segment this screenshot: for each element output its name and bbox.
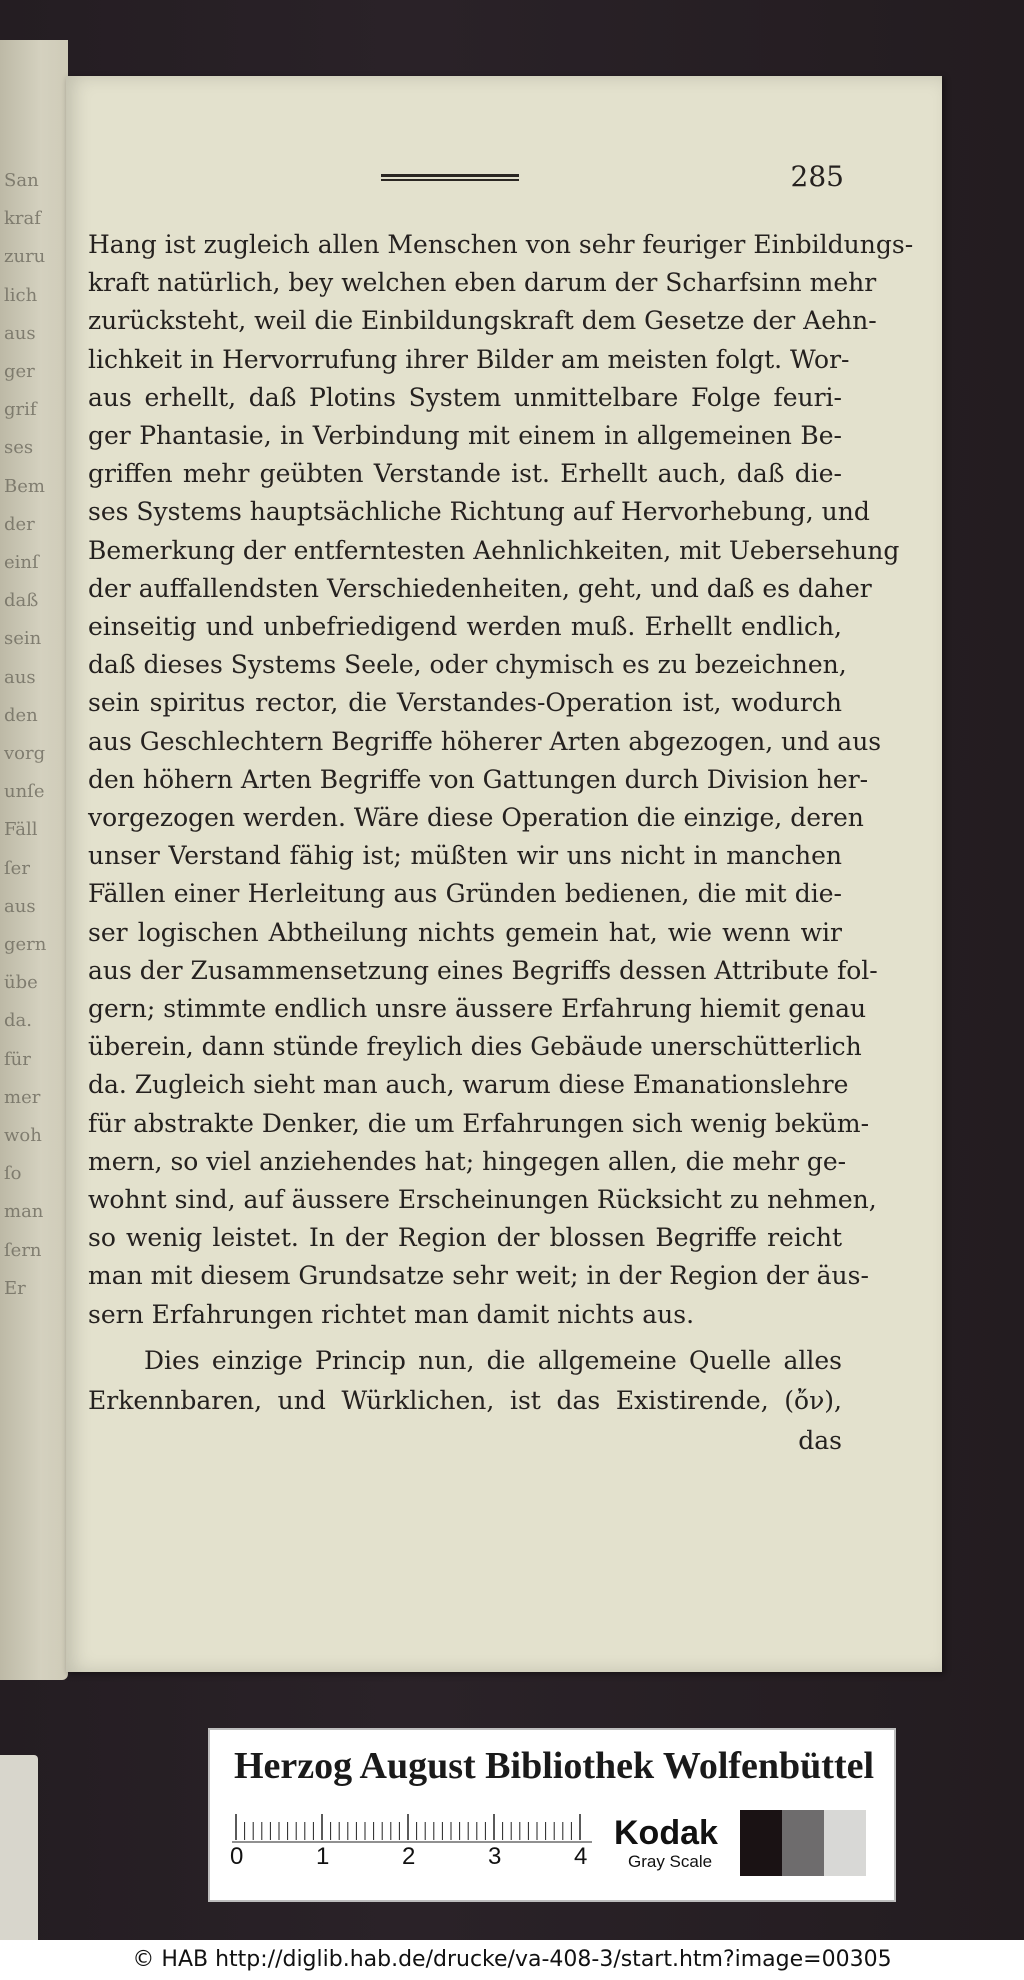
adjacent-page-fragment: ses: [4, 437, 34, 459]
text-line: ses Systems hauptsächliche Richtung auf Hervorhebung, und: [88, 497, 870, 527]
adjacent-page-fragment: für: [4, 1048, 31, 1070]
text-line: zurücksteht, weil die Einbildungskraft dem Gesetze der Aehn-: [88, 306, 877, 336]
text-line: Dies einzige Princip nun, die allgemeine Quelle alles: [144, 1346, 842, 1375]
adjacent-page-fragment: aus: [4, 666, 36, 688]
adjacent-page-fragment: ſern: [4, 1239, 42, 1261]
text-line: sern Erfahrungen richtet man damit nichts aus.: [88, 1299, 695, 1329]
color-target-card: [208, 1728, 896, 1902]
adjacent-page-fragment: mer: [4, 1086, 41, 1108]
adjacent-page-lower-edge: [0, 1755, 38, 1940]
text-line: Bemerkung der entferntesten Aehnlichkeiten, mit Uebersehung: [88, 535, 900, 565]
adjacent-page-fragment: zuru: [4, 246, 46, 268]
text-line: überein, dann stünde freylich dies Gebäude unerschütterlich: [88, 1032, 862, 1062]
text-line: einseitig und unbefriedigend werden muß. Erhellt endlich,: [88, 612, 842, 641]
text-line: Erkennbaren, und Würklichen, ist das Existirende, (ὄν),: [88, 1386, 842, 1415]
text-line: gern; stimmte endlich unsre äussere Erfahrung hiemit genau: [88, 994, 867, 1023]
text-line: kraft natürlich, bey welchen eben darum der Scharfsinn mehr: [88, 268, 877, 298]
text-line: sein spiritus rector, die Verstandes-Operation ist, wodurch: [88, 688, 842, 718]
gray-swatch-dark: [740, 1810, 782, 1876]
header-rule: [381, 174, 519, 181]
adjacent-page-fragment: den: [4, 704, 38, 726]
copyright-footer: © HAB http://diglib.hab.de/drucke/va-408-3/start.htm?image=00305: [0, 1940, 1024, 1980]
adjacent-page-fragment: da.: [4, 1010, 32, 1032]
text-line: mern, so viel anziehendes hat; hingegen allen, die mehr ge-: [88, 1146, 847, 1176]
adjacent-page-fragment: einſ: [4, 552, 39, 573]
library-name: Herzog August Bibliothek Wolfenbüttel: [233, 1745, 875, 1787]
adjacent-page-fragment: ſer: [4, 857, 30, 879]
adjacent-page-fragment: der: [4, 513, 35, 535]
adjacent-page-fragment: daß: [4, 590, 39, 612]
adjacent-page-strip: [0, 40, 68, 1680]
ruler-number: 3: [488, 1843, 502, 1870]
text-line: ger Phantasie, in Verbindung mit einem in allgemeinen Be-: [88, 421, 842, 450]
page-number: 285: [790, 160, 844, 193]
text-line: aus Geschlechtern Begriffe höherer Arten abgezogen, und aus: [88, 726, 882, 756]
adjacent-page-fragment: lich: [4, 284, 38, 306]
scale-ruler: [230, 1814, 592, 1870]
adjacent-page-fragment: Fäll: [4, 819, 38, 841]
text-line: wohnt sind, auf äussere Erscheinungen Rücksicht zu nehmen,: [88, 1185, 877, 1214]
adjacent-page-fragment: unſe: [4, 781, 45, 803]
text-line: griffen mehr geübten Verstande ist. Erhellt auch, daß die-: [88, 459, 842, 489]
text-line: aus der Zusammensetzung eines Begriffs dessen Attribute fol-: [88, 955, 878, 985]
ruler-number: 1: [316, 1843, 330, 1870]
text-line: aus erhellt, daß Plotins System unmittelbare Folge feuri-: [88, 382, 842, 412]
adjacent-page-fragment: Er: [4, 1277, 26, 1299]
book-page: [66, 76, 942, 1672]
adjacent-page-fragment: Bem: [4, 475, 45, 497]
adjacent-page-fragment: sein: [4, 628, 42, 650]
adjacent-page-fragment: kraf: [4, 208, 41, 230]
adjacent-page-fragment: San: [4, 170, 39, 191]
ruler-number: 4: [574, 1843, 588, 1870]
adjacent-page-fragment: man: [4, 1201, 44, 1223]
text-line: daß dieses Systems Seele, oder chymisch es zu bezeichnen,: [88, 650, 847, 680]
text-line: vorgezogen werden. Wäre diese Operation die einzige, deren: [88, 803, 864, 832]
text-line: Fällen einer Herleitung aus Gründen bedienen, die mit die-: [88, 879, 842, 909]
text-line: den höhern Arten Begriffe von Gattungen durch Division her-: [88, 764, 869, 794]
text-line: Hang ist zugleich allen Menschen von sehr feuriger Einbildungs-: [88, 230, 914, 259]
adjacent-page-fragment: übe: [4, 972, 38, 994]
text-line: man mit diesem Grundsatze sehr weit; in der Region der äus-: [88, 1261, 869, 1291]
adjacent-page-fragment: aus: [4, 322, 36, 344]
adjacent-page-fragment: ſo: [4, 1163, 22, 1185]
adjacent-page-fragment: gern: [4, 934, 47, 955]
adjacent-page-fragment: vorg: [4, 743, 46, 764]
kodak-logo: Kodak: [614, 1814, 718, 1852]
gray-scale-label: Gray Scale: [628, 1852, 713, 1871]
adjacent-page-fragment: woh: [4, 1125, 42, 1146]
text-line: da. Zugleich sieht man auch, warum diese Emanationslehre: [88, 1070, 849, 1100]
text-line: der auffallendsten Verschiedenheiten, geht, und daß es daher: [88, 573, 872, 603]
catchword: das: [798, 1426, 842, 1455]
ruler-number: 2: [402, 1843, 416, 1870]
text-line: lichkeit in Hervorrufung ihrer Bilder am meisten folgt. Wor-: [88, 344, 850, 374]
gray-swatch-mid: [782, 1810, 824, 1876]
adjacent-page-fragment: ger: [4, 361, 35, 382]
ruler-number: 0: [230, 1843, 244, 1870]
text-line: unser Verstand fähig ist; müßten wir uns nicht in manchen: [88, 841, 842, 871]
text-line: für abstrakte Denker, die um Erfahrungen sich wenig beküm-: [88, 1108, 870, 1138]
gray-swatch-light: [824, 1810, 866, 1876]
adjacent-page-fragment: grif: [4, 399, 37, 421]
text-line: so wenig leistet. In der Region der blossen Begriffe reicht: [88, 1223, 842, 1253]
adjacent-page-fragment: aus: [4, 895, 36, 917]
text-line: ser logischen Abtheilung nichts gemein hat, wie wenn wir: [88, 917, 842, 947]
